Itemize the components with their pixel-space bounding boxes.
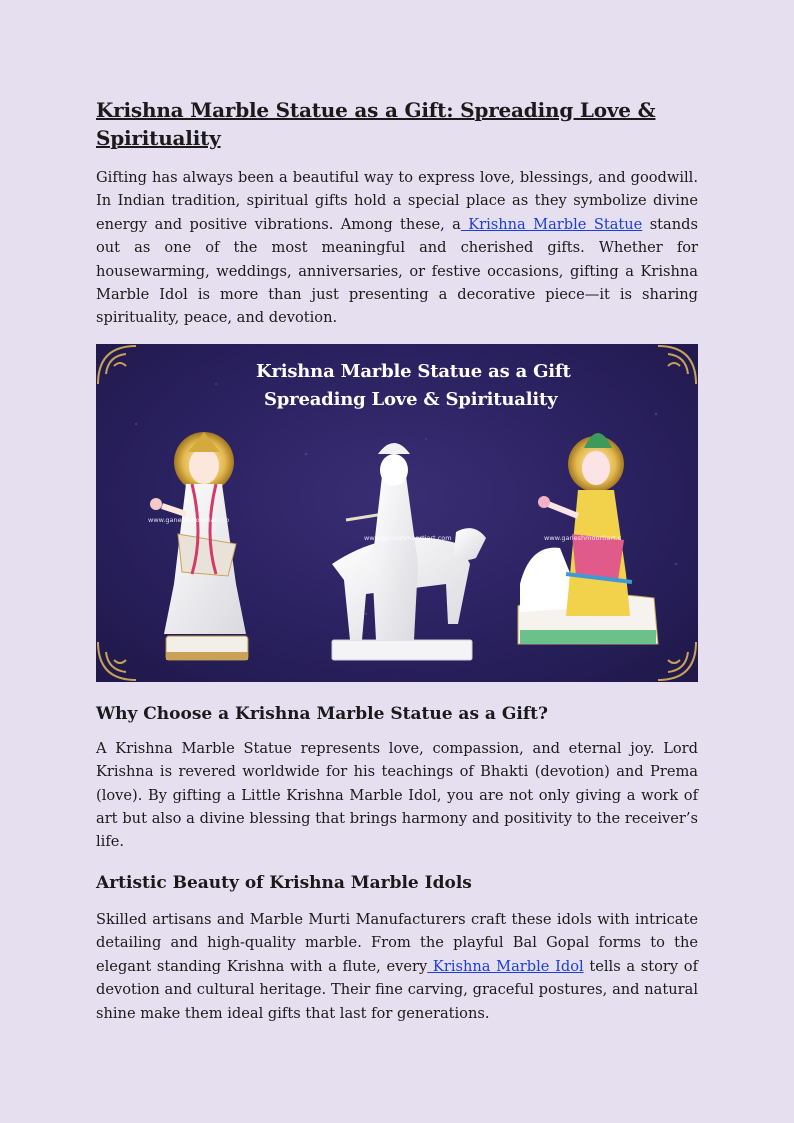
article-title: Krishna Marble Statue as a Gift: Spreading Love & Spirituality [96,98,656,150]
banner-image [96,344,698,682]
watermark-1: www.ganeshmoortiart.co [148,515,230,524]
banner-title-line-2: Spreading Love & Spirituality [264,388,558,410]
krishna-statue-standing [150,432,248,660]
krishna-marble-idol-link[interactable]: Krishna Marble Idol [427,957,584,975]
krishna-with-cow-white-statue [332,443,486,660]
section-heading-why-choose: Why Choose a Krishna Marble Statue as a Gift? [96,703,548,724]
section-paragraph-artistic-beauty [96,908,698,1025]
section-paragraph-why-choose: A Krishna Marble Statue represents love, compassion, and eternal joy. Lord Krishna is revered worldwide for his teachings of Bhakti (devotion) and Prema (love). By gifting a Little Krishna Marble Idol, you are not only giving a work of art but also a divine blessing that brings harmony and positivity to the receiver’s life. [96,739,698,851]
artistic-text-after: tells a story of devotion and cultural heritage. Their fine carving, graceful postures, and natural shine make them ideal gifts that last for generations. [96,957,698,1022]
watermark-3: www.ganeshmoortiart.c [544,533,622,542]
krishna-marble-statue-link[interactable]: Krishna Marble Statue [460,215,643,233]
artistic-text-before: Skilled artisans and Marble Murti Manufacturers craft these idols with intricate detailing and high-quality marble. From the playful Bal Gopal forms to the elegant standing Krishna with a flute, every [96,910,698,975]
intro-text-after: stands out as one of the most meaningful and cherished gifts. Whether for housewarming, weddings, anniversaries, or festive occasions, gifting a Krishna Marble Idol is more than just presenting a decorative piece—it is sharing spirituality, peace, and devotion. [96,215,698,327]
watermark-2: www.ganeshmoortiart.com [364,533,452,542]
section-heading-artistic-beauty: Artistic Beauty of Krishna Marble Idols [96,872,472,893]
banner-title-line-1: Krishna Marble Statue as a Gift [256,360,571,382]
article [96,96,698,1025]
intro-paragraph [96,166,698,330]
intro-text-before: Gifting has always been a beautiful way to express love, blessings, and goodwill. In Indian tradition, spiritual gifts hold a special place as they symbolize divine energy and positive vibrations. Among these, a [96,169,698,233]
